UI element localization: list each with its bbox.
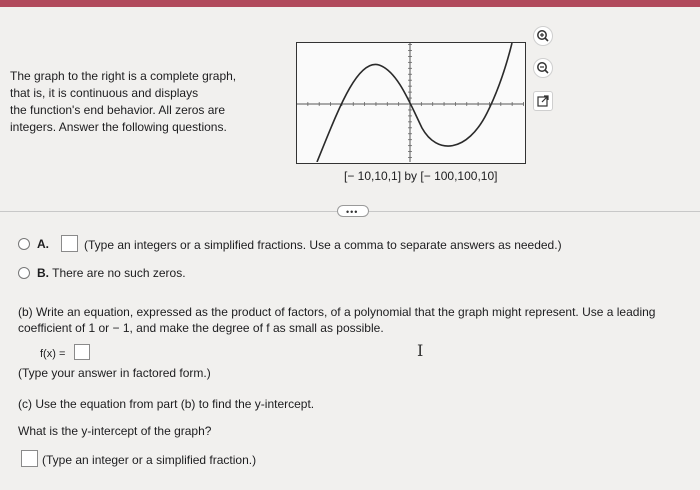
zoom-out-button[interactable]	[533, 58, 553, 78]
part-c-question: (c) Use the equation from part (b) to find the y-intercept.	[18, 397, 315, 411]
part-b-question-line1: (b) Write an equation, expressed as the product of factors, of a polynomial that the graph might represent. Use a leading	[18, 305, 656, 319]
open-external-icon	[534, 92, 552, 110]
prompt-line: integers. Answer the following questions.	[10, 120, 227, 134]
open-graph-button[interactable]	[533, 91, 553, 111]
part-b-question-line2: coefficient of 1 or − 1, and make the degree of f as small as possible.	[18, 321, 384, 335]
fx-label: f(x) =	[40, 348, 66, 360]
part-c-hint: (Type an integer or a simplified fraction.)	[42, 453, 257, 467]
y-intercept-answer-box[interactable]	[21, 450, 38, 467]
option-b-radio[interactable]	[18, 267, 30, 279]
prompt-line: that is, it is continuous and displays	[10, 86, 199, 100]
prompt-line: The graph to the right is a complete graph,	[10, 69, 237, 83]
option-b-label: There are no such zeros.	[52, 266, 186, 280]
function-curve	[317, 43, 512, 162]
more-button[interactable]	[337, 205, 369, 217]
question-prompt	[10, 68, 236, 136]
graph-canvas	[297, 43, 524, 162]
zoom-in-button[interactable]	[533, 26, 553, 46]
part-c-ask: What is the y-intercept of the graph?	[18, 424, 212, 438]
text-cursor-icon: I	[417, 341, 424, 360]
zoom-out-icon	[534, 59, 552, 77]
more-label: •••	[346, 207, 359, 217]
option-a-hint: (Type an integers or a simplified fractions. Use a comma to separate answers as needed.)	[84, 238, 562, 252]
option-b-letter: B.	[37, 266, 49, 280]
zoom-in-icon	[534, 27, 552, 45]
top-accent-bar	[0, 0, 700, 7]
zeros-answer-box[interactable]	[61, 235, 78, 252]
equation-answer-box[interactable]	[74, 344, 90, 360]
option-b-text	[37, 265, 186, 281]
prompt-line: the function's end behavior. All zeros are	[10, 103, 226, 117]
part-b-hint: (Type your answer in factored form.)	[18, 366, 211, 380]
option-a-radio[interactable]	[18, 238, 30, 250]
viewing-window-label: [− 10,10,1] by [− 100,100,10]	[344, 169, 498, 183]
option-a-letter: A.	[37, 237, 49, 251]
function-graph	[296, 42, 526, 164]
